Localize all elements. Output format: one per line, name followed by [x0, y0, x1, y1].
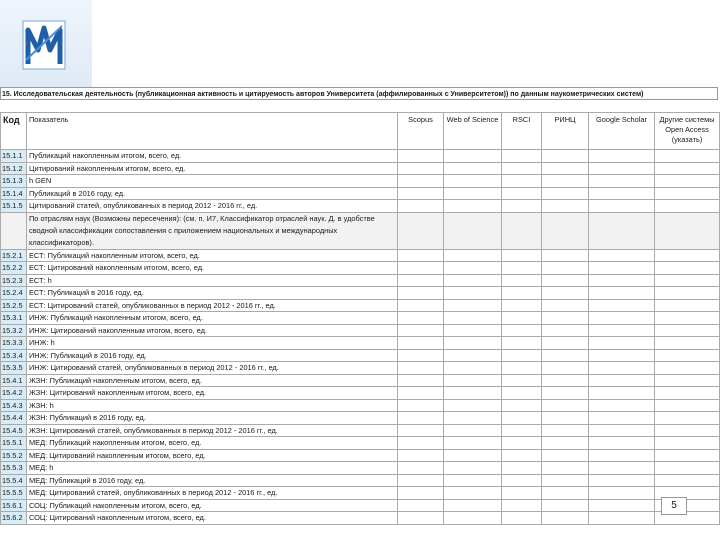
value-cell[interactable]: [444, 499, 502, 512]
value-cell[interactable]: [398, 449, 444, 462]
value-cell[interactable]: [589, 437, 655, 450]
value-cell[interactable]: [542, 312, 589, 325]
value-cell[interactable]: [398, 374, 444, 387]
row-code: 15.5.4: [1, 474, 27, 487]
value-cell[interactable]: [655, 337, 720, 350]
value-cell[interactable]: [502, 424, 542, 437]
column-header-rsci: RSCI: [502, 113, 542, 150]
row-label: ЕСТ: Публикаций в 2016 году, ед.: [27, 287, 398, 300]
value-cell[interactable]: [542, 324, 589, 337]
value-cell[interactable]: [655, 299, 720, 312]
row-label: ЖЗН: h: [27, 399, 398, 412]
column-header-other: Другие системы Open Access (указать): [655, 113, 720, 150]
row-code: 15.2.4: [1, 287, 27, 300]
value-cell[interactable]: [444, 312, 502, 325]
table-row: [1, 162, 720, 175]
value-cell[interactable]: [542, 274, 589, 287]
value-cell[interactable]: [398, 249, 444, 262]
row-label: ИНЖ: Публикаций в 2016 году, ед.: [27, 349, 398, 362]
table-row: [1, 312, 720, 325]
value-cell[interactable]: [444, 512, 502, 525]
value-cell[interactable]: [444, 374, 502, 387]
value-cell[interactable]: [398, 349, 444, 362]
value-cell[interactable]: [589, 312, 655, 325]
value-cell[interactable]: [502, 437, 542, 450]
value-cell[interactable]: [589, 150, 655, 163]
row-code: 15.4.3: [1, 399, 27, 412]
table-row: [1, 299, 720, 312]
value-cell[interactable]: [589, 162, 655, 175]
row-code: 15.6.2: [1, 512, 27, 525]
value-cell[interactable]: [502, 487, 542, 500]
value-cell[interactable]: [444, 187, 502, 200]
table-row: [1, 287, 720, 300]
value-cell[interactable]: [589, 374, 655, 387]
row-label: Цитирований накопленным итогом, всего, ед.: [27, 162, 398, 175]
value-cell[interactable]: [502, 324, 542, 337]
row-label: h GEN: [27, 175, 398, 188]
table-row: [1, 337, 720, 350]
table-row: [1, 249, 720, 262]
value-cell[interactable]: [398, 387, 444, 400]
table-row: [1, 399, 720, 412]
value-cell[interactable]: [502, 474, 542, 487]
value-cell[interactable]: [655, 399, 720, 412]
value-cell[interactable]: [444, 424, 502, 437]
row-label: ИНЖ: Публикаций накопленным итогом, всего, ед.: [27, 312, 398, 325]
value-cell[interactable]: [655, 249, 720, 262]
value-cell[interactable]: [398, 362, 444, 375]
value-cell[interactable]: [655, 324, 720, 337]
value-cell[interactable]: [655, 412, 720, 425]
row-label: МЕД: Публикаций накопленным итогом, всего, ед.: [27, 437, 398, 450]
value-cell[interactable]: [542, 412, 589, 425]
row-code: 15.1.5: [1, 200, 27, 213]
value-cell[interactable]: [502, 412, 542, 425]
value-cell[interactable]: [589, 262, 655, 275]
row-code: 15.5.1: [1, 437, 27, 450]
value-cell[interactable]: [655, 150, 720, 163]
column-header-rinc: РИНЦ: [542, 113, 589, 150]
column-header-wos: Web of Science: [444, 113, 502, 150]
value-cell[interactable]: [502, 387, 542, 400]
column-header-code: Код: [1, 113, 27, 150]
value-cell[interactable]: [589, 487, 655, 500]
value-cell[interactable]: [502, 337, 542, 350]
value-cell[interactable]: [655, 175, 720, 188]
value-cell[interactable]: [589, 424, 655, 437]
row-label: Публикаций в 2016 году, ед.: [27, 187, 398, 200]
value-cell[interactable]: [655, 287, 720, 300]
value-cell[interactable]: [444, 487, 502, 500]
value-cell[interactable]: [542, 424, 589, 437]
table-row: [1, 474, 720, 487]
value-cell[interactable]: [542, 349, 589, 362]
row-label: Цитирований статей, опубликованных в период 2012 - 2016 гг., ед.: [27, 200, 398, 213]
row-label: ЖЗН: Публикаций накопленным итогом, всего, ед.: [27, 374, 398, 387]
value-cell[interactable]: [502, 399, 542, 412]
value-cell[interactable]: [542, 449, 589, 462]
value-cell[interactable]: [589, 175, 655, 188]
value-cell[interactable]: [542, 249, 589, 262]
value-cell[interactable]: [542, 187, 589, 200]
value-cell[interactable]: [398, 462, 444, 475]
table-row: [1, 262, 720, 275]
value-cell[interactable]: [589, 412, 655, 425]
row-code: 15.4.2: [1, 387, 27, 400]
row-label: МЕД: Публикаций в 2016 году, ед.: [27, 474, 398, 487]
row-label: ИНЖ: Цитирований накопленным итогом, всего, ед.: [27, 324, 398, 337]
row-code: 15.1.3: [1, 175, 27, 188]
value-cell[interactable]: [655, 162, 720, 175]
value-cell[interactable]: [589, 362, 655, 375]
row-code: 15.2.3: [1, 274, 27, 287]
value-cell[interactable]: [542, 175, 589, 188]
table-row: [1, 200, 720, 213]
value-cell[interactable]: [589, 200, 655, 213]
value-cell[interactable]: [398, 437, 444, 450]
row-label: ЕСТ: Публикаций накопленным итогом, всего, ед.: [27, 249, 398, 262]
row-code: 15.4.4: [1, 412, 27, 425]
value-cell[interactable]: [502, 312, 542, 325]
value-cell[interactable]: [444, 162, 502, 175]
value-cell[interactable]: [398, 175, 444, 188]
table-row: [1, 175, 720, 188]
value-cell[interactable]: [542, 150, 589, 163]
value-cell[interactable]: [589, 274, 655, 287]
value-cell[interactable]: [398, 487, 444, 500]
value-cell[interactable]: [542, 262, 589, 275]
value-cell[interactable]: [502, 150, 542, 163]
value-cell[interactable]: [502, 175, 542, 188]
value-cell[interactable]: [542, 287, 589, 300]
row-label: СОЦ: Цитирований накопленным итогом, всего, ед.: [27, 512, 398, 525]
column-header-google: Google Scholar: [589, 113, 655, 150]
table-row: [1, 499, 720, 512]
value-cell[interactable]: [655, 462, 720, 475]
value-cell[interactable]: [502, 499, 542, 512]
table-row: [1, 324, 720, 337]
column-header-scopus: Scopus: [398, 113, 444, 150]
value-cell[interactable]: [398, 474, 444, 487]
table-row: [1, 274, 720, 287]
column-header-indicator: Показатель: [27, 113, 398, 150]
value-cell[interactable]: [589, 399, 655, 412]
value-cell[interactable]: [502, 299, 542, 312]
value-cell[interactable]: [589, 449, 655, 462]
row-label: МЕД: Цитирований статей, опубликованных в период 2012 - 2016 гг., ед.: [27, 487, 398, 500]
value-cell[interactable]: [444, 200, 502, 213]
row-label: ИНЖ: h: [27, 337, 398, 350]
table-row: [1, 512, 720, 525]
value-cell[interactable]: [444, 337, 502, 350]
row-code: 15.1.2: [1, 162, 27, 175]
value-cell[interactable]: [444, 299, 502, 312]
value-cell[interactable]: [502, 349, 542, 362]
row-code: 15.4.5: [1, 424, 27, 437]
indicators-table: [0, 112, 720, 525]
row-code: 15.4.1: [1, 374, 27, 387]
value-cell[interactable]: [502, 462, 542, 475]
value-cell[interactable]: [655, 374, 720, 387]
value-cell[interactable]: [502, 200, 542, 213]
section-title: 15. Исследовательская деятельность (публикационная активность и цитируемость авторов Университета (аффилированных с Университетом)) по данным наукометрических систем): [0, 87, 718, 100]
note-text: По отраслям наук (Возможны пересечения): (см. п. И7, Классификатор отраслей наук. Д. в удобстве сводной классификации сопоставления с приложением национальных и международных классификаторов).: [27, 212, 398, 249]
value-cell[interactable]: [589, 462, 655, 475]
row-code: 15.1.4: [1, 187, 27, 200]
value-cell[interactable]: [444, 262, 502, 275]
value-cell[interactable]: [398, 424, 444, 437]
table-row: [1, 362, 720, 375]
value-cell[interactable]: [444, 274, 502, 287]
row-label: ЖЗН: Публикаций в 2016 году, ед.: [27, 412, 398, 425]
row-label: Публикаций накопленным итогом, всего, ед.: [27, 150, 398, 163]
value-cell[interactable]: [502, 449, 542, 462]
value-cell[interactable]: [542, 462, 589, 475]
page-number: 5: [661, 497, 687, 515]
value-cell[interactable]: [502, 262, 542, 275]
value-cell[interactable]: [542, 437, 589, 450]
value-cell[interactable]: [589, 324, 655, 337]
row-label: ЖЗН: Цитирований накопленным итогом, всего, ед.: [27, 387, 398, 400]
value-cell[interactable]: [542, 474, 589, 487]
value-cell[interactable]: [398, 499, 444, 512]
value-cell[interactable]: [398, 262, 444, 275]
row-code: 15.2.5: [1, 299, 27, 312]
row-code: 15.3.4: [1, 349, 27, 362]
row-code: 15.3.5: [1, 362, 27, 375]
table-row: [1, 424, 720, 437]
value-cell[interactable]: [444, 437, 502, 450]
row-code: 15.2.2: [1, 262, 27, 275]
value-cell[interactable]: [655, 362, 720, 375]
value-cell[interactable]: [655, 474, 720, 487]
value-cell[interactable]: [589, 512, 655, 525]
value-cell[interactable]: [398, 412, 444, 425]
value-cell[interactable]: [502, 362, 542, 375]
value-cell[interactable]: [398, 337, 444, 350]
value-cell[interactable]: [542, 487, 589, 500]
value-cell[interactable]: [542, 299, 589, 312]
table-row: [1, 387, 720, 400]
row-label: ИНЖ: Цитирований статей, опубликованных в период 2012 - 2016 гг., ед.: [27, 362, 398, 375]
value-cell[interactable]: [655, 387, 720, 400]
value-cell[interactable]: [398, 274, 444, 287]
note-code-cell: [1, 212, 27, 249]
value-cell[interactable]: [655, 349, 720, 362]
table-row: [1, 412, 720, 425]
value-cell[interactable]: [444, 150, 502, 163]
value-cell[interactable]: [655, 262, 720, 275]
value-cell[interactable]: [589, 287, 655, 300]
row-code: 15.5.2: [1, 449, 27, 462]
value-cell[interactable]: [444, 175, 502, 188]
table-row: [1, 437, 720, 450]
value-cell[interactable]: [589, 187, 655, 200]
value-cell[interactable]: [444, 324, 502, 337]
row-code: 15.3.1: [1, 312, 27, 325]
value-cell[interactable]: [589, 337, 655, 350]
value-cell[interactable]: [589, 474, 655, 487]
value-cell[interactable]: [542, 337, 589, 350]
value-cell[interactable]: [502, 162, 542, 175]
value-cell[interactable]: [655, 200, 720, 213]
value-cell[interactable]: [398, 150, 444, 163]
row-code: 15.6.1: [1, 499, 27, 512]
value-cell[interactable]: [655, 187, 720, 200]
value-cell[interactable]: [398, 512, 444, 525]
value-cell[interactable]: [444, 287, 502, 300]
value-cell[interactable]: [589, 349, 655, 362]
row-code: 15.1.1: [1, 150, 27, 163]
value-cell[interactable]: [444, 399, 502, 412]
value-cell[interactable]: [542, 499, 589, 512]
value-cell[interactable]: [542, 387, 589, 400]
value-cell[interactable]: [398, 299, 444, 312]
table-row: [1, 349, 720, 362]
row-label: ЕСТ: Цитирований накопленным итогом, всего, ед.: [27, 262, 398, 275]
table-row: [1, 487, 720, 500]
row-label: ЕСТ: Цитирований статей, опубликованных в период 2012 - 2016 гг., ед.: [27, 299, 398, 312]
value-cell[interactable]: [502, 287, 542, 300]
value-cell[interactable]: [444, 249, 502, 262]
value-cell[interactable]: [542, 374, 589, 387]
value-cell[interactable]: [589, 249, 655, 262]
value-cell[interactable]: [542, 512, 589, 525]
value-cell[interactable]: [655, 449, 720, 462]
value-cell[interactable]: [398, 187, 444, 200]
row-code: 15.2.1: [1, 249, 27, 262]
table-header-row: [1, 113, 720, 150]
row-label: ЖЗН: Цитирований статей, опубликованных в период 2012 - 2016 гг., ед.: [27, 424, 398, 437]
value-cell[interactable]: [502, 249, 542, 262]
row-code: 15.5.5: [1, 487, 27, 500]
value-cell[interactable]: [444, 462, 502, 475]
table-row: [1, 150, 720, 163]
value-cell[interactable]: [589, 499, 655, 512]
value-cell[interactable]: [502, 274, 542, 287]
value-cell[interactable]: [655, 312, 720, 325]
value-cell[interactable]: [398, 287, 444, 300]
value-cell[interactable]: [444, 449, 502, 462]
value-cell[interactable]: [502, 374, 542, 387]
value-cell[interactable]: [655, 424, 720, 437]
row-code: 15.3.2: [1, 324, 27, 337]
row-label: ЕСТ: h: [27, 274, 398, 287]
value-cell[interactable]: [398, 200, 444, 213]
row-code: 15.3.3: [1, 337, 27, 350]
value-cell[interactable]: [444, 412, 502, 425]
value-cell[interactable]: [542, 362, 589, 375]
university-logo-icon: [22, 20, 66, 70]
value-cell[interactable]: [444, 387, 502, 400]
value-cell[interactable]: [655, 437, 720, 450]
value-cell[interactable]: [589, 387, 655, 400]
table-row: [1, 374, 720, 387]
note-row: [1, 212, 720, 249]
logo-area: [0, 0, 92, 88]
value-cell[interactable]: [444, 349, 502, 362]
value-cell[interactable]: [542, 162, 589, 175]
value-cell[interactable]: [398, 399, 444, 412]
value-cell[interactable]: [589, 299, 655, 312]
table-row: [1, 462, 720, 475]
table-row: [1, 449, 720, 462]
value-cell[interactable]: [444, 474, 502, 487]
row-label: СОЦ: Публикаций накопленным итогом, всего, ед.: [27, 499, 398, 512]
value-cell[interactable]: [444, 362, 502, 375]
row-label: МЕД: h: [27, 462, 398, 475]
value-cell[interactable]: [502, 512, 542, 525]
value-cell[interactable]: [655, 274, 720, 287]
table-row: [1, 187, 720, 200]
value-cell[interactable]: [542, 200, 589, 213]
value-cell[interactable]: [542, 399, 589, 412]
value-cell[interactable]: [502, 187, 542, 200]
value-cell[interactable]: [398, 324, 444, 337]
row-code: 15.5.3: [1, 462, 27, 475]
row-label: МЕД: Цитирований накопленным итогом, всего, ед.: [27, 449, 398, 462]
value-cell[interactable]: [398, 312, 444, 325]
value-cell[interactable]: [398, 162, 444, 175]
